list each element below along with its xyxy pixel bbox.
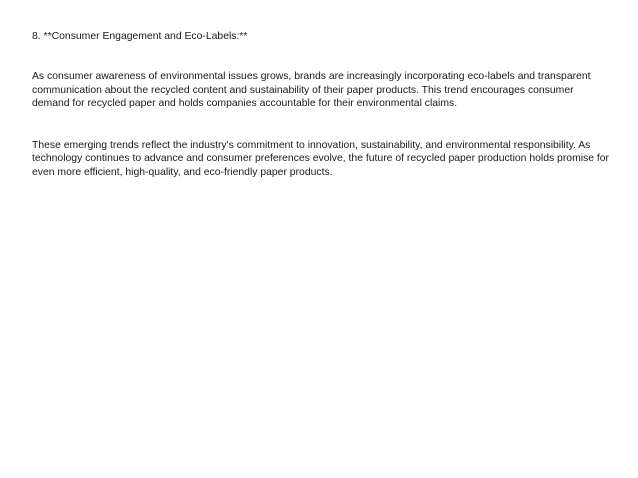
section-heading: 8. **Consumer Engagement and Eco-Labels:**: [32, 31, 248, 42]
paragraph-emerging-trends: These emerging trends reflect the industry's commitment to innovation, sustainability, and environmental responsibility. As technology continues to advance and consumer preferences evolve, the future of recycled paper production holds promise for even more efficient, high-quality, and eco-friendly paper products.: [32, 139, 610, 178]
paragraph-eco-labels: As consumer awareness of environmental issues grows, brands are increasingly incorporating eco-labels and transparent communication about the recycled content and sustainability of their paper products. This trend encourages consumer demand for recycled paper and holds companies accountable for their environmental claims.: [32, 71, 591, 109]
document-page: [32, 30, 610, 179]
